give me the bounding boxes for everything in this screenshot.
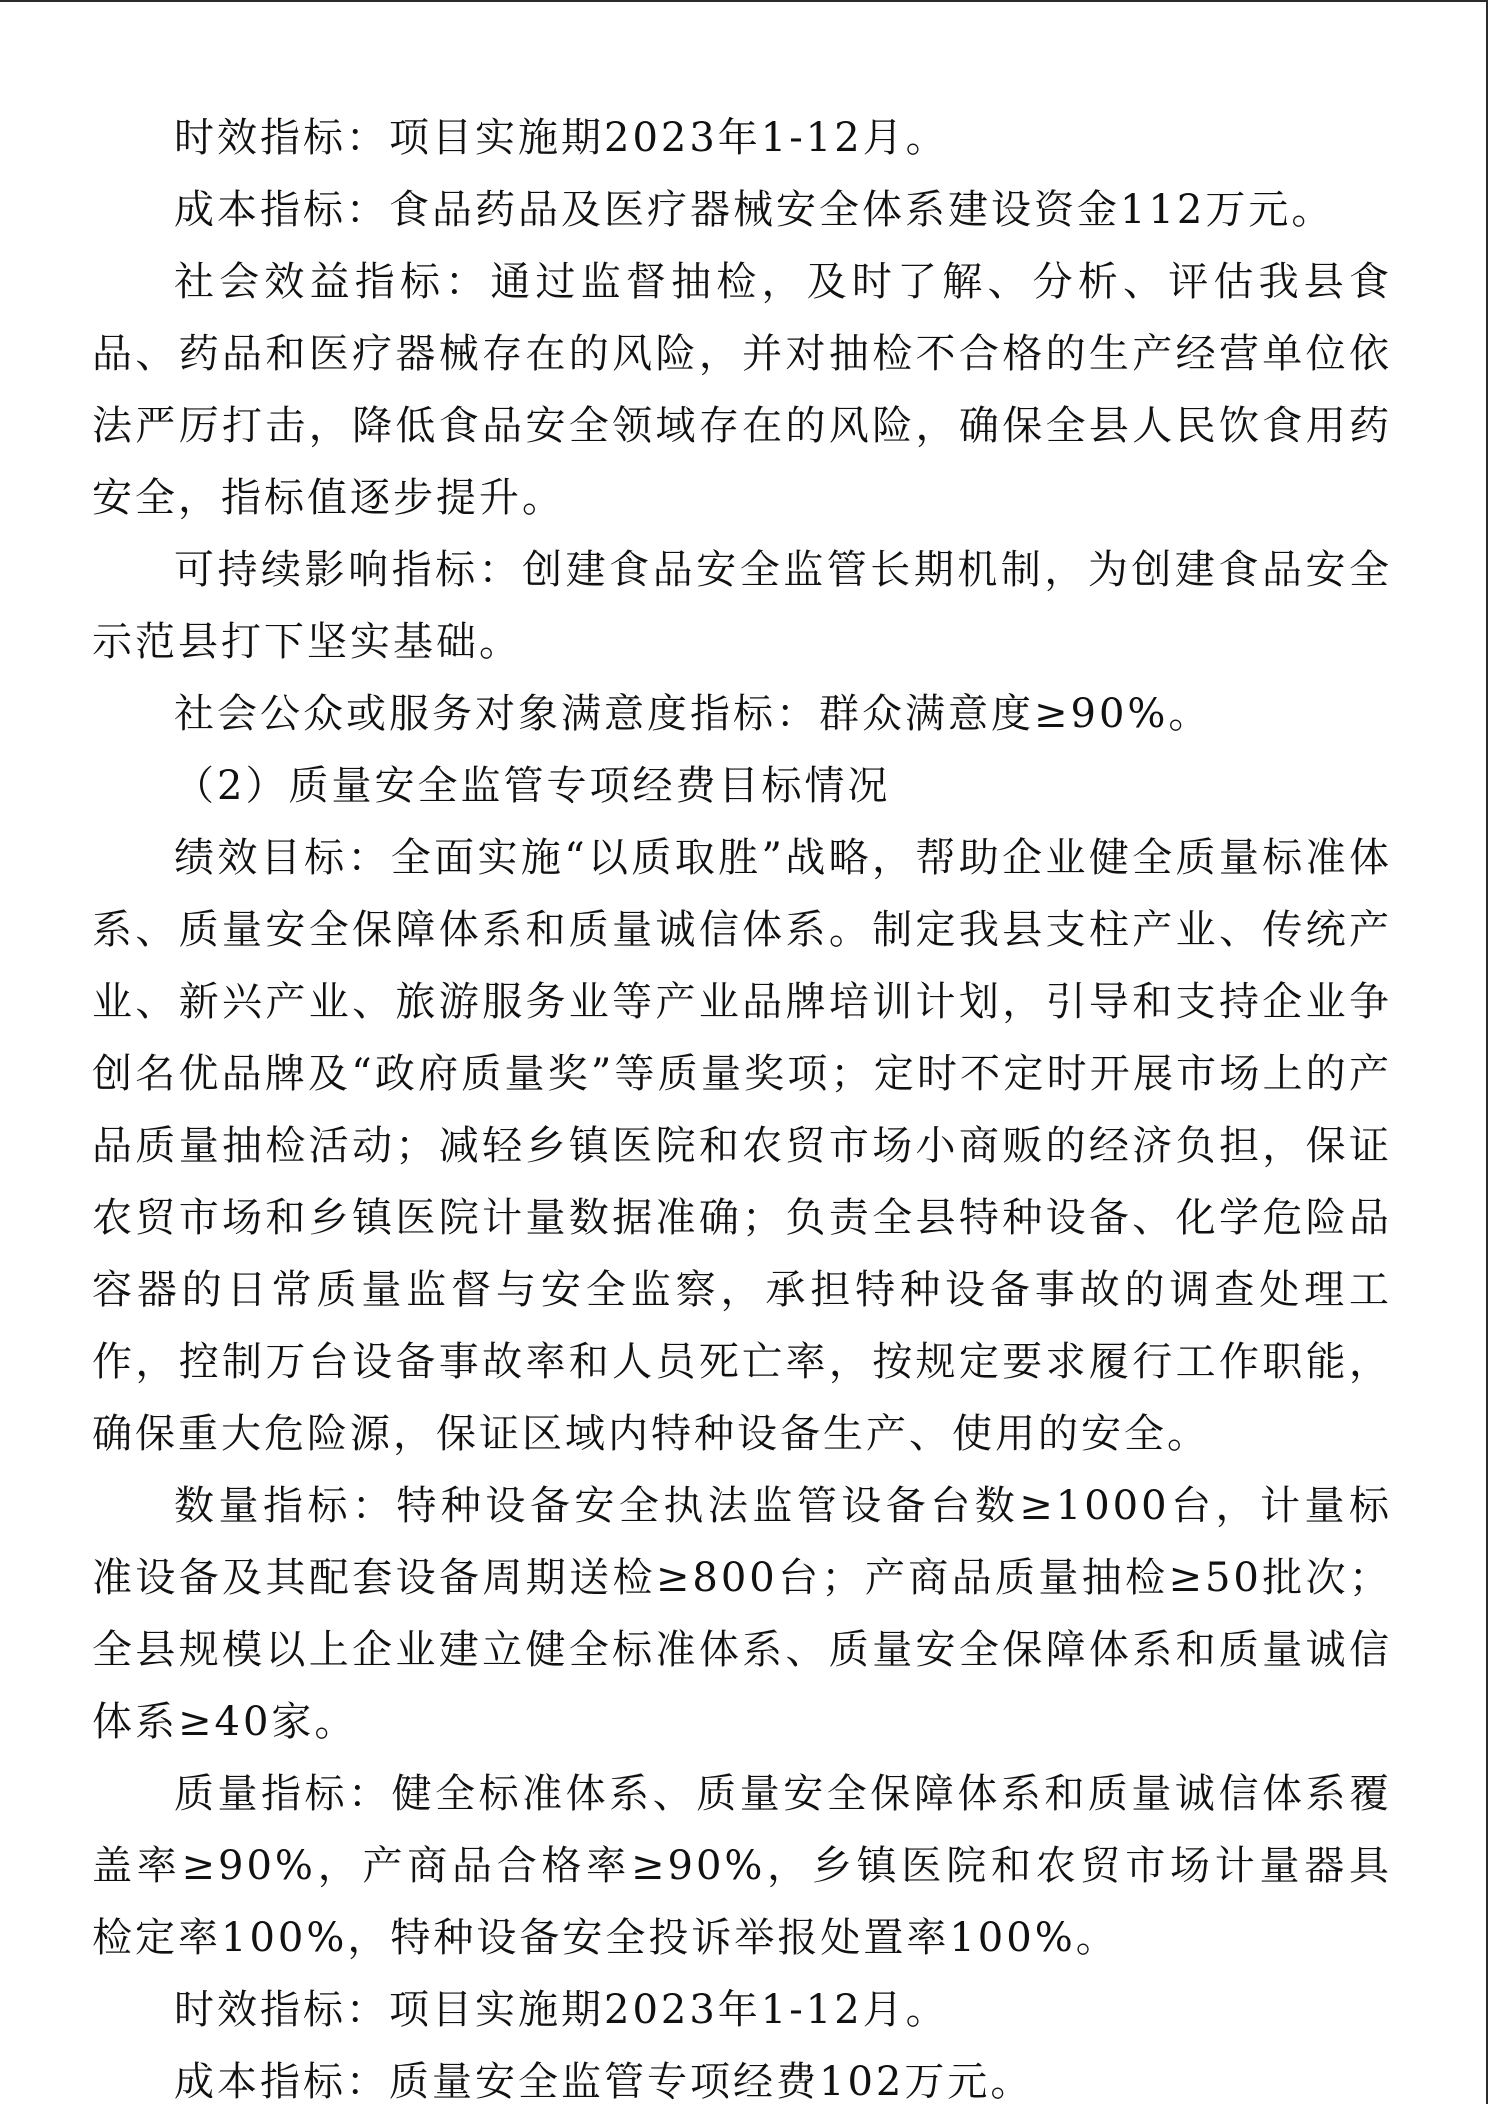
paragraph-cost-indicator-1: 成本指标：食品药品及医疗器械安全体系建设资金112万元。 — [174, 187, 1335, 233]
paragraph-performance-goal: 绩效目标：全面实施“以质取胜”战略，帮助企业健全质量标准体系、质量安全保障体系和质量诚信体系。制定我县支柱产业、传统产业、新兴产业、旅游服务业等产业品牌培训计划，引导和支持企业争创名优品牌及“政府质量奖”等质量奖项；定时不定时开展市场上的产品质量抽检活动；减轻乡镇医院和农贸市场小商贩的经济负担，保证农贸市场和乡镇医院计量数据准确；负责全县特种设备、化学危险品容器的日常质量监督与安全监察，承担特种设备事故的调查处理工作，控制万台设备事故率和人员死亡率，按规定要求履行工作职能，确保重大危险源，保证区域内特种设备生产、使用的安全。 — [92, 835, 1392, 1457]
paragraph-satisfaction-indicator: 社会公众或服务对象满意度指标：群众满意度≥90%。 — [174, 691, 1212, 737]
paragraph-cost-indicator-2: 成本指标：质量安全监管专项经费102万元。 — [174, 2059, 1034, 2105]
paragraph-timeliness-indicator-1: 时效指标：项目实施期2023年1-12月。 — [174, 115, 949, 161]
paragraph-quantity-indicator: 数量指标：特种设备安全执法监管设备台数≥1000台，计量标准设备及其配套设备周期送检≥800台；产商品质量抽检≥50批次；全县规模以上企业建立健全标准体系、质量安全保障体系和质量诚信体系≥40家。 — [92, 1483, 1392, 1745]
paragraph-social-benefit-indicator: 社会效益指标：通过监督抽检，及时了解、分析、评估我县食品、药品和医疗器械存在的风险，并对抽检不合格的生产经营单位依法严厉打击，降低食品安全领域存在的风险，确保全县人民饮食用药安全，指标值逐步提升。 — [92, 259, 1392, 521]
section-heading-quality-safety-fund: （2）质量安全监管专项经费目标情况 — [174, 763, 891, 809]
document-body — [92, 102, 1392, 2118]
paragraph-timeliness-indicator-2: 时效指标：项目实施期2023年1-12月。 — [174, 1987, 949, 2033]
paragraph-sustainability-indicator: 可持续影响指标：创建食品安全监管长期机制，为创建食品安全示范县打下坚实基础。 — [92, 547, 1392, 665]
paragraph-quality-indicator: 质量指标：健全标准体系、质量安全保障体系和质量诚信体系覆盖率≥90%，产商品合格率≥90%，乡镇医院和农贸市场计量器具检定率100%，特种设备安全投诉举报处置率100%。 — [92, 1771, 1392, 1961]
